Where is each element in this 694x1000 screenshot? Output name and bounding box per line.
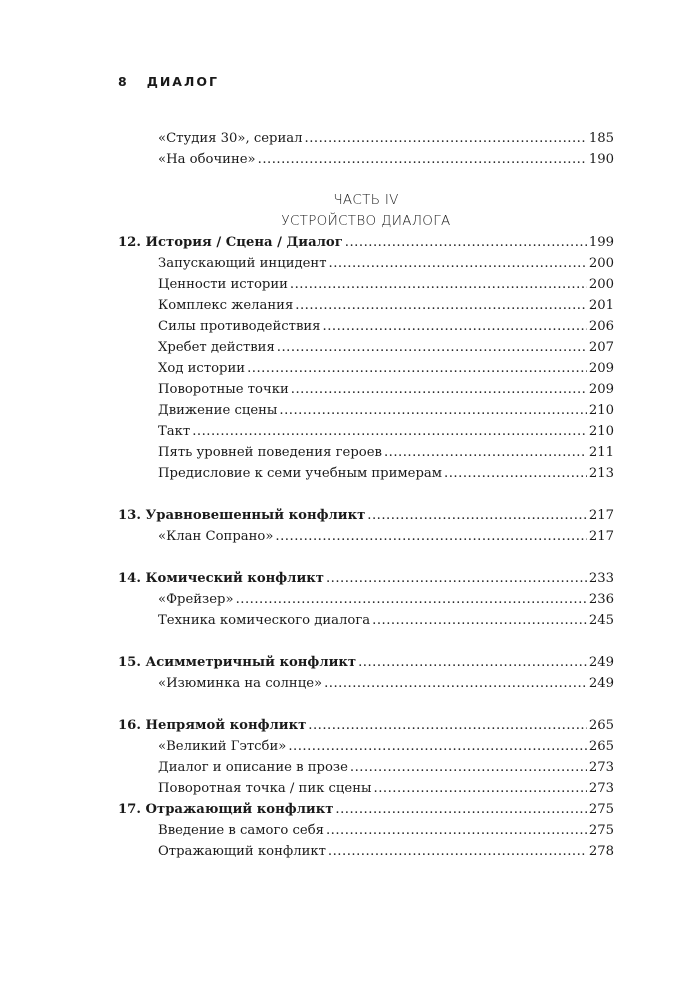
toc-chapter-title: 14. Комический конфликт xyxy=(118,571,324,586)
spacer xyxy=(118,694,614,715)
toc-chapter-title: 17. Отражающий конфликт xyxy=(118,802,334,817)
toc-entry-page: 249 xyxy=(588,676,614,691)
part-title: УСТРОЙСТВО ДИАЛОГА xyxy=(281,213,451,229)
toc-chapter-title: 16. Непрямой конфликт xyxy=(118,718,307,733)
toc-entry-title: Ценности истории xyxy=(158,277,288,292)
toc-leader xyxy=(247,358,587,379)
toc-entry xyxy=(118,253,614,274)
toc-entry xyxy=(118,295,614,316)
toc-leader xyxy=(372,610,587,631)
toc-entry-page: 200 xyxy=(588,277,614,292)
toc-entry-page: 265 xyxy=(588,739,614,754)
toc-entry xyxy=(118,673,614,694)
table-of-contents xyxy=(118,128,614,862)
page-number: 8 xyxy=(118,74,129,89)
toc-entry xyxy=(118,778,614,799)
toc-entry xyxy=(118,358,614,379)
toc-entry-page: 217 xyxy=(588,529,614,544)
toc-entry-title: «Клан Сопрано» xyxy=(158,529,274,544)
toc-entry-title: Предисловие к семи учебным примерам xyxy=(158,466,443,481)
toc-chapter xyxy=(118,799,614,820)
toc-chapter-page: 275 xyxy=(588,802,614,817)
running-title: ДИАЛОГ xyxy=(146,74,219,89)
toc-entry-title: Запускающий инцидент xyxy=(158,256,327,271)
toc-entry-title: «Изюминка на солнце» xyxy=(158,676,323,691)
toc-leader xyxy=(291,379,587,400)
toc-leader xyxy=(295,295,587,316)
toc-entry-page: 206 xyxy=(588,319,614,334)
toc-chapter-page: 249 xyxy=(588,655,614,670)
toc-entry xyxy=(118,400,614,421)
toc-entry-title: Диалог и описание в прозе xyxy=(158,760,348,775)
toc-entry-title: Комплекс желания xyxy=(158,298,294,313)
toc-entry-page: 236 xyxy=(588,592,614,607)
toc-leader xyxy=(367,505,587,526)
toc-entry-page: 275 xyxy=(588,823,614,838)
toc-leader xyxy=(326,820,587,841)
toc-leader xyxy=(328,841,587,862)
toc-entry xyxy=(118,463,614,484)
toc-leader xyxy=(358,652,587,673)
toc-leader xyxy=(324,673,587,694)
toc-entry-title: «Великий Гэтсби» xyxy=(158,739,287,754)
toc-entry xyxy=(118,589,614,610)
toc-chapter-title: 13. Уравновешенный конфликт xyxy=(118,508,366,523)
toc-entry-page: 207 xyxy=(588,340,614,355)
toc-entry-page: 273 xyxy=(588,781,614,796)
toc-leader xyxy=(374,778,587,799)
toc-leader xyxy=(323,316,587,337)
spacer xyxy=(118,484,614,505)
toc-entry-page: 245 xyxy=(588,613,614,628)
spacer xyxy=(118,547,614,568)
part-label: ЧАСТЬ IV xyxy=(333,192,399,208)
toc-entry-title: Такт xyxy=(158,424,191,439)
toc-entry xyxy=(118,841,614,862)
toc-leader xyxy=(277,337,587,358)
toc-entry-title: «Студия 30», сериал xyxy=(158,131,303,146)
toc-entry-title: «На обочине» xyxy=(158,152,256,167)
toc-chapter-page: 199 xyxy=(588,235,614,250)
toc-leader xyxy=(290,274,587,295)
toc-entry xyxy=(118,379,614,400)
toc-leader xyxy=(305,128,587,149)
toc-leader xyxy=(288,736,586,757)
toc-entry-page: 209 xyxy=(588,361,614,376)
toc-entry xyxy=(118,421,614,442)
toc-entry-page: 209 xyxy=(588,382,614,397)
toc-entry xyxy=(118,736,614,757)
spacer xyxy=(118,631,614,652)
toc-entry-page: 210 xyxy=(588,424,614,439)
running-header xyxy=(118,74,219,89)
toc-chapter xyxy=(118,568,614,589)
toc-entry-page: 211 xyxy=(588,445,614,460)
toc-entry-page: 210 xyxy=(588,403,614,418)
toc-entry xyxy=(118,610,614,631)
toc-leader xyxy=(275,526,586,547)
toc-entry xyxy=(118,337,614,358)
toc-leader xyxy=(444,463,587,484)
toc-entry-page: 200 xyxy=(588,256,614,271)
toc-chapter xyxy=(118,505,614,526)
toc-entry xyxy=(118,274,614,295)
toc-entry xyxy=(118,757,614,778)
toc-entry-title: Хребет действия xyxy=(158,340,275,355)
toc-entry-title: Поворотные точки xyxy=(158,382,289,397)
toc-leader xyxy=(258,149,587,170)
toc-chapter xyxy=(118,652,614,673)
toc-entry-page: 273 xyxy=(588,760,614,775)
toc-entry xyxy=(118,149,614,170)
toc-entry-page: 278 xyxy=(588,844,614,859)
toc-chapter xyxy=(118,232,614,253)
toc-leader xyxy=(192,421,587,442)
toc-entry xyxy=(118,316,614,337)
toc-chapter-title: 12. История / Сцена / Диалог xyxy=(118,235,343,250)
toc-chapter-title: 15. Асимметричный конфликт xyxy=(118,655,357,670)
toc-entry xyxy=(118,128,614,149)
toc-leader xyxy=(326,568,587,589)
toc-entry-title: Введение в самого себя xyxy=(158,823,324,838)
toc-entry-page: 185 xyxy=(588,131,614,146)
toc-chapter-page: 217 xyxy=(588,508,614,523)
toc-entry-title: Ход истории xyxy=(158,361,246,376)
toc-leader xyxy=(335,799,586,820)
toc-entry-title: Техника комического диалога xyxy=(158,613,371,628)
toc-chapter-page: 233 xyxy=(588,571,614,586)
toc-entry xyxy=(118,820,614,841)
toc-entry-page: 190 xyxy=(588,152,614,167)
toc-entry-title: Движение сцены xyxy=(158,403,278,418)
toc-chapter xyxy=(118,715,614,736)
toc-entry xyxy=(118,526,614,547)
toc-leader xyxy=(329,253,587,274)
toc-leader xyxy=(308,715,587,736)
toc-entry-page: 213 xyxy=(588,466,614,481)
toc-entry-title: Пять уровней поведения героев xyxy=(158,445,382,460)
toc-leader xyxy=(384,442,587,463)
toc-leader xyxy=(279,400,586,421)
toc-leader xyxy=(350,757,587,778)
toc-entry-title: Силы противодействия xyxy=(158,319,321,334)
toc-entry-title: Поворотная точка / пик сцены xyxy=(158,781,372,796)
toc-leader xyxy=(345,232,587,253)
toc-entry-title: «Фрейзер» xyxy=(158,592,234,607)
toc-leader xyxy=(236,589,587,610)
toc-entry xyxy=(118,442,614,463)
toc-chapter-page: 265 xyxy=(588,718,614,733)
toc-entry-page: 201 xyxy=(588,298,614,313)
toc-entry-title: Отражающий конфликт xyxy=(158,844,326,859)
